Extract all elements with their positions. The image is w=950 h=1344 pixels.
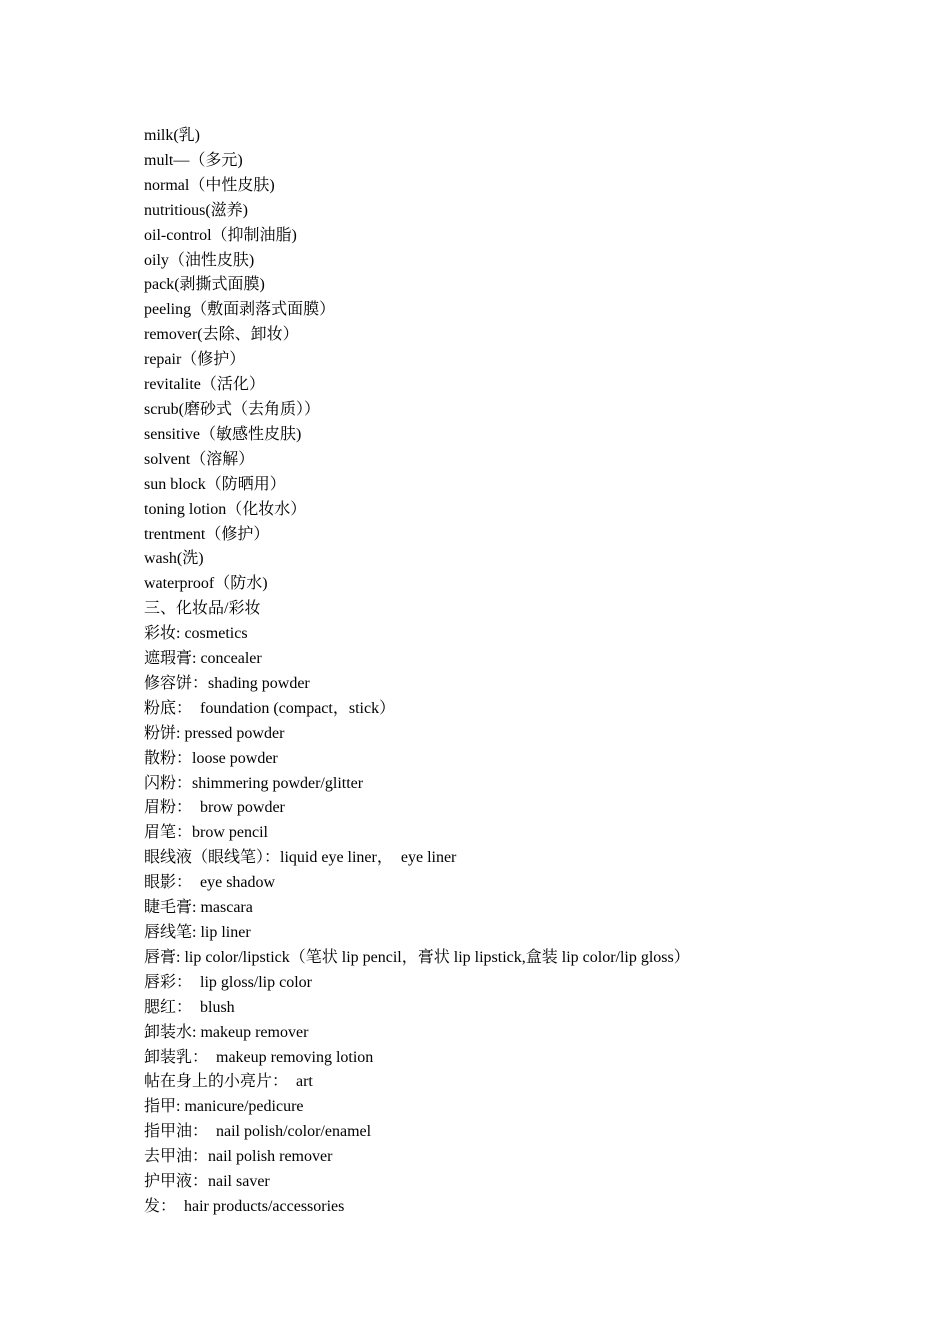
text-line: 粉饼: pressed powder (144, 724, 285, 742)
text-line: sun block（防晒用） (144, 475, 286, 493)
section-heading: 三、化妆品/彩妆 (144, 600, 261, 618)
text-line: 遮瑕膏: concealer (144, 650, 262, 668)
text-line: sensitive（敏感性皮肤) (144, 425, 302, 443)
text-line: 发： hair products/accessories (144, 1197, 345, 1215)
text-line: 眉笔：brow pencil (144, 824, 268, 842)
text-line: 修容饼：shading powder (144, 674, 310, 692)
text-line: nutritious(滋养) (144, 201, 248, 219)
text-line: pack(剥撕式面膜) (144, 276, 265, 294)
text-line: wash(洗) (144, 550, 204, 568)
text-line: 去甲油：nail polish remover (144, 1148, 333, 1166)
text-line: 粉底： foundation (compact，stick） (144, 699, 396, 717)
text-line: milk(乳) (144, 127, 200, 144)
text-line: 睫毛膏: mascara (144, 899, 253, 917)
text-line: mult—（多元) (144, 151, 243, 169)
text-line: 唇线笔: lip liner (144, 924, 251, 941)
text-line: oily（油性皮肤) (144, 251, 255, 269)
text-line: remover(去除、卸妆） (144, 326, 299, 344)
text-line: oil-control（抑制油脂) (144, 226, 297, 244)
text-line: 指甲: manicure/pedicure (144, 1098, 304, 1116)
text-line: normal（中性皮肤) (144, 176, 275, 194)
text-line: 唇膏: lip color/lipstick（笔状 lip pencil，膏状 lip lipstick,盒装 lip color/lip gloss） (144, 948, 690, 966)
text-line: revitalite（活化） (144, 376, 265, 394)
text-line: trentment（修护） (144, 525, 270, 543)
text-line: 眼影： eye shadow (144, 874, 276, 892)
document-body (144, 124, 904, 1220)
text-line: 闪粉：shimmering powder/glitter (144, 774, 364, 792)
text-line: 护甲液：nail saver (144, 1173, 270, 1191)
text-line: peeling（敷面剥落式面膜） (144, 301, 336, 319)
text-line: 帖在身上的小亮片： art (144, 1073, 313, 1091)
text-line: scrub(磨砂式（去角质）） (144, 400, 320, 418)
text-line: 卸装水: makeup remover (144, 1023, 309, 1041)
text-line: 散粉：loose powder (144, 749, 278, 767)
text-line: solvent（溶解） (144, 450, 255, 468)
text-line: 指甲油： nail polish/color/enamel (144, 1123, 372, 1141)
text-line: waterproof（防水) (144, 575, 268, 593)
text-line: 眉粉： brow powder (144, 799, 285, 817)
text-line: 腮红： blush (144, 998, 235, 1016)
text-line: toning lotion（化妆水） (144, 500, 307, 518)
text-line: 卸装乳： makeup removing lotion (144, 1048, 374, 1066)
text-line: 唇彩： lip gloss/lip color (144, 973, 313, 991)
text-line: 眼线液（眼线笔）：liquid eye liner， eye liner (144, 849, 457, 867)
text-line: repair（修护） (144, 351, 246, 369)
text-line: 彩妆: cosmetics (144, 625, 248, 643)
